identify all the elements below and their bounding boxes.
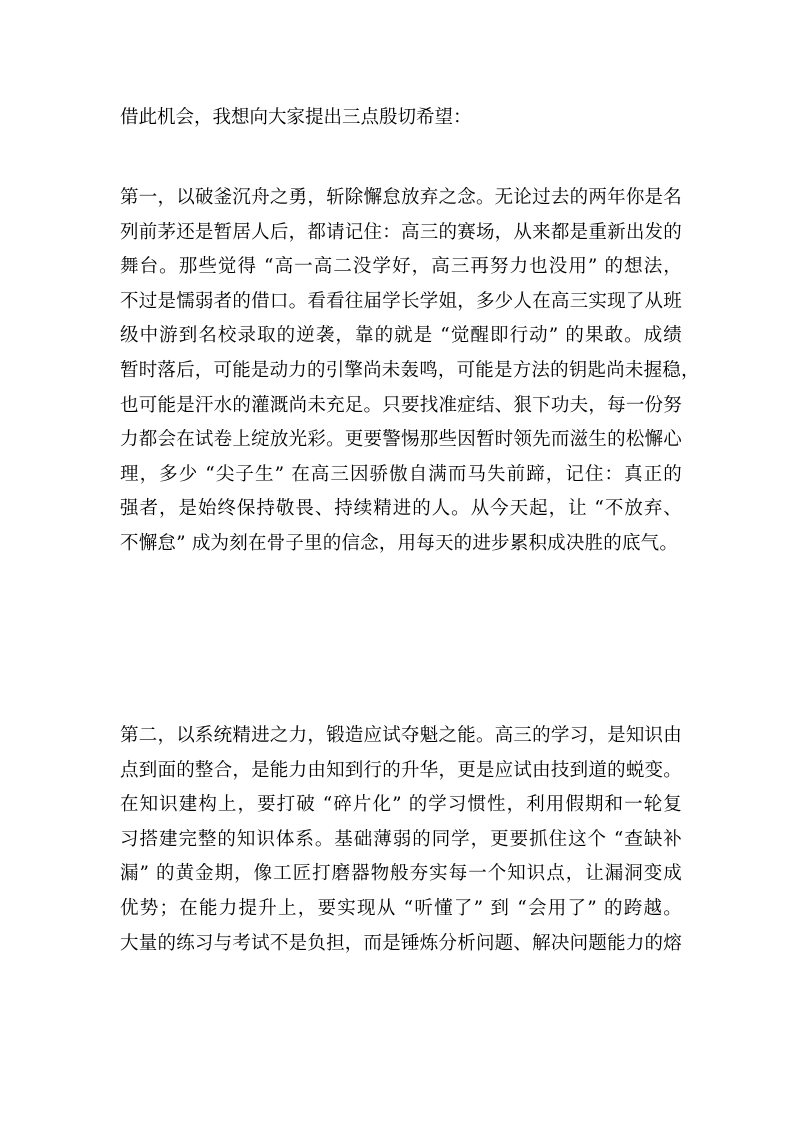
paragraph-line: 第一，以破釜沉舟之勇，斩除懈怠放弃之念。无论过去的两年你是名 <box>120 187 682 208</box>
paragraph-line: 暂时落后，可能是动力的引擎尚未轰鸣，可能是方法的钥匙尚未握稳， <box>120 359 700 381</box>
paragraph-line: 力都会在试卷上绽放光彩。更要警惕那些因暂时领先而滋生的松懈心 <box>120 429 682 451</box>
paragraph-line: 不懈怠” 成为刻在骨子里的信念，用每天的进步累积成决胜的底气。 <box>120 532 679 554</box>
paragraph-line: 在知识建构上，要打破 “碎片化” 的学习惯性，利用假期和一轮复 <box>120 794 682 816</box>
paragraph-line: 舞台。那些觉得 “高一高二没学好，高三再努力也没用” 的想法， <box>120 256 682 278</box>
paragraph-line: 习搭建完整的知识体系。基础薄弱的同学，更要抓住这个 “查缺补 <box>120 828 682 850</box>
paragraph-line: 优势；在能力提升上，要实现从 “听懂了” 到 “会用了” 的跨越。 <box>120 897 682 919</box>
paragraph-line: 不过是懦弱者的借口。看看往届学长学姐，多少人在高三实现了从班 <box>120 290 682 312</box>
paragraph-line: 漏” 的黄金期，像工匠打磨器物般夯实每一个知识点，让漏洞变成 <box>120 863 682 885</box>
paragraph-line: 理，多少 “尖子生” 在高三因骄傲自满而马失前蹄，记住：真正的 <box>120 463 682 485</box>
paragraph-line: 列前茅还是暂居人后，都请记住：高三的赛场，从来都是重新出发的 <box>120 221 682 243</box>
paragraph-line: 点到面的整合，是能力由知到行的升华，更是应试由技到道的蜕变。 <box>120 759 682 781</box>
paragraph-line: 级中游到名校录取的逆袭，靠的就是 “觉醒即行动” 的果敢。成绩 <box>120 325 682 347</box>
paragraph-line: 强者，是始终保持敬畏、持续精进的人。从今天起，让 “不放弃、 <box>120 498 682 520</box>
paragraph-line: 大量的练习与考试不是负担，而是锤炼分析问题、解决问题能力的熔 <box>120 932 682 954</box>
paragraph-second-hope <box>120 719 682 961</box>
paragraph-line: 第二，以系统精进之力，锻造应试夺魁之能。高三的学习，是知识由 <box>120 725 682 746</box>
paragraph-line: 也可能是汗水的灌溉尚未充足。只要找准症结、狠下功夫，每一份努 <box>120 394 682 416</box>
paragraph-first-hope <box>120 181 700 562</box>
intro-text: 借此机会，我想向大家提出三点殷切希望： <box>120 107 472 128</box>
